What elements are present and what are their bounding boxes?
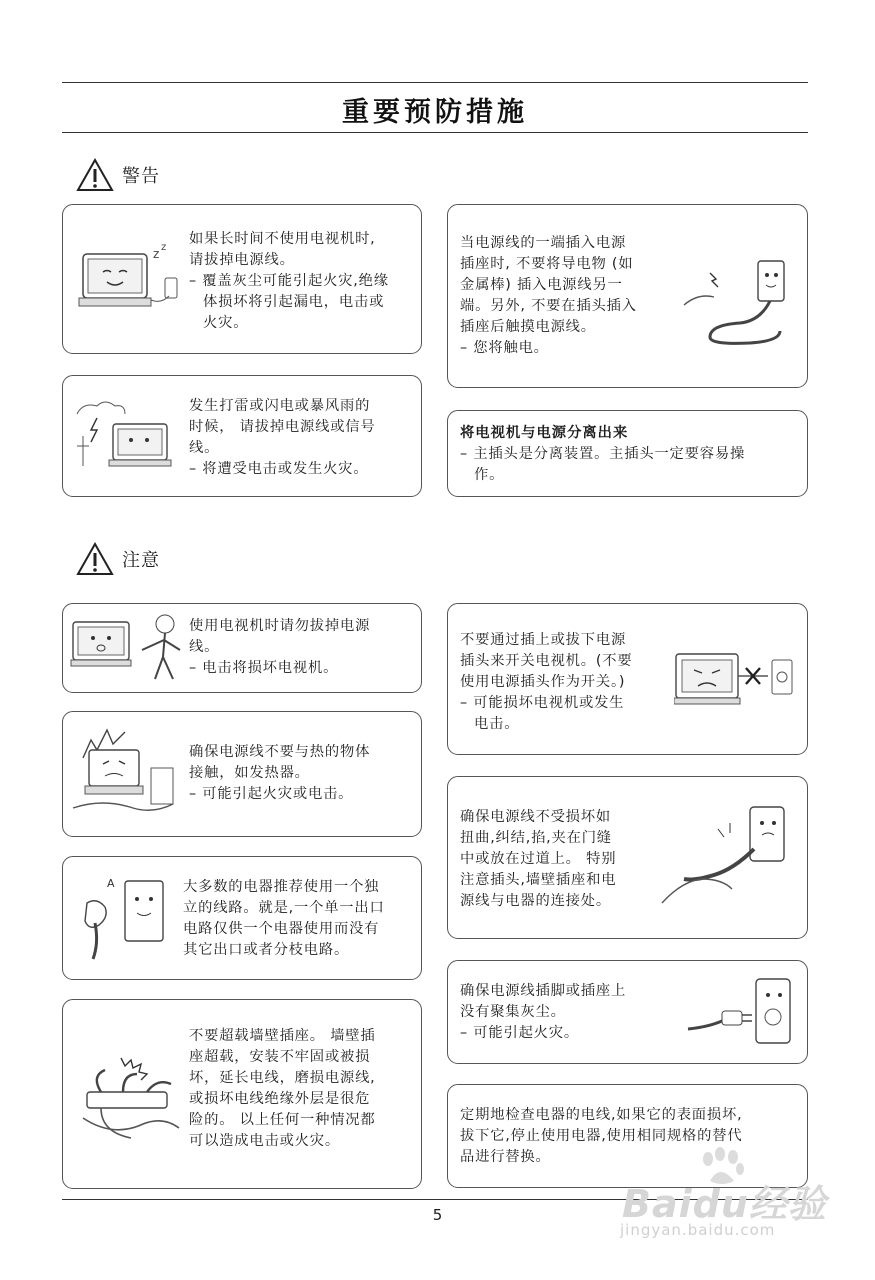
warning-text: 发生打雷或闪电或暴风雨的 时候， 请拔掉电源线或信号 线。 – 将遭受电击或发生火灾。	[189, 398, 376, 477]
top-rule	[62, 82, 808, 83]
tv-plug-switch-illustration	[674, 644, 802, 724]
warning-card	[447, 204, 808, 388]
svg-text:z: z	[153, 247, 160, 261]
dusty-plug-illustration	[684, 973, 800, 1055]
caution-card	[447, 603, 808, 755]
caution-text: 确保电源线不要与热的物体 接触，如发热器。 – 可能引起火灾或电击。	[189, 744, 371, 802]
warning-heading	[76, 158, 160, 192]
caution-card	[62, 856, 422, 980]
overloaded-outlet-illustration	[77, 1048, 183, 1148]
caution-text: 大多数的电器推荐使用一个独 立的线路。就是,一个单一出口 电路仅供一个电器使用而没有 其它出口或者分枝电路。	[183, 879, 385, 958]
thunderstorm-tv-illustration	[73, 396, 181, 478]
tv-sleeping-illustration	[75, 240, 183, 320]
power-cord-shock-illustration	[680, 253, 798, 345]
title-underline	[62, 132, 808, 133]
watermark-brand: Baidu经验	[622, 1182, 827, 1226]
caution-heading	[76, 542, 160, 576]
warning-text: 将电视机与电源分离出来 – 主插头是分离装置。主插头一定要容易操 作。	[460, 425, 746, 483]
caution-text: 确保电源线不受损坏如 扭曲,纠结,掐,夹在门缝 中或放在过道上。 特别 注意插头,墙壁插座和电 源线与电器的连接处。	[460, 809, 617, 909]
caution-card	[62, 711, 422, 837]
warning-triangle-icon	[76, 158, 114, 192]
caution-text: 使用电视机时请勿拔掉电源 线。 – 电击将损坏电视机。	[189, 618, 371, 676]
page-number: 5	[432, 1206, 443, 1224]
caution-card	[447, 960, 808, 1064]
caution-label: 注意	[122, 550, 160, 571]
svg-text:A: A	[107, 877, 115, 890]
warning-text: 当电源线的一端插入电源 插座时, 不要将导电物 (如 金属棒) 插入电源线另一 端。另外, 不要在插头插入 插座后触摸电源线。 – 您将触电。	[460, 235, 637, 356]
caution-text: 不要通过插上或拔下电源 插头来开关电视机。(不要 使用电源插头作为开关。) – 可能损坏电视机或发生 电击。	[460, 632, 633, 732]
warning-card	[62, 375, 422, 497]
page-title: 重要预防措施	[342, 97, 528, 128]
caution-text: 确保电源线插脚或插座上 没有聚集灰尘。 – 可能引起火灾。	[460, 983, 627, 1041]
caution-text: 定期地检查电器的电线,如果它的表面损坏, 拔下它,停止使用电器,使用相同规格的替代 品进行替换。	[460, 1107, 743, 1165]
dedicated-outlet-illustration	[83, 873, 173, 965]
warning-card	[447, 410, 808, 497]
warning-card	[62, 204, 422, 354]
svg-text:z: z	[161, 242, 167, 253]
caution-text: 不要超载墙壁插座。 墙壁插 座超载，安装不牢固或被损 坏，延长电线，磨损电源线, 或损坏电线绝缘外层是很危 险的。 以上任何一种情况都 可以造成电击或火灾。	[189, 1028, 376, 1149]
baidu-watermark	[612, 1145, 832, 1245]
caution-card	[447, 776, 808, 939]
watermark-url: jingyan.baidu.com	[620, 1221, 776, 1239]
heater-tv-illustration	[69, 724, 187, 824]
person-unplug-tv-illustration	[69, 610, 187, 688]
warning-text: 如果长时间不使用电视机时, 请拔掉电源线。 – 覆盖灰尘可能引起火灾,绝缘 体损坏将引起漏电，电击或 火灾。	[189, 231, 389, 331]
caution-card	[62, 999, 422, 1189]
warning-label: 警告	[122, 166, 160, 187]
caution-triangle-icon	[76, 542, 114, 576]
caution-card	[62, 603, 422, 693]
damaged-cord-illustration	[658, 799, 798, 917]
card-heading: 将电视机与电源分离出来	[460, 425, 629, 441]
